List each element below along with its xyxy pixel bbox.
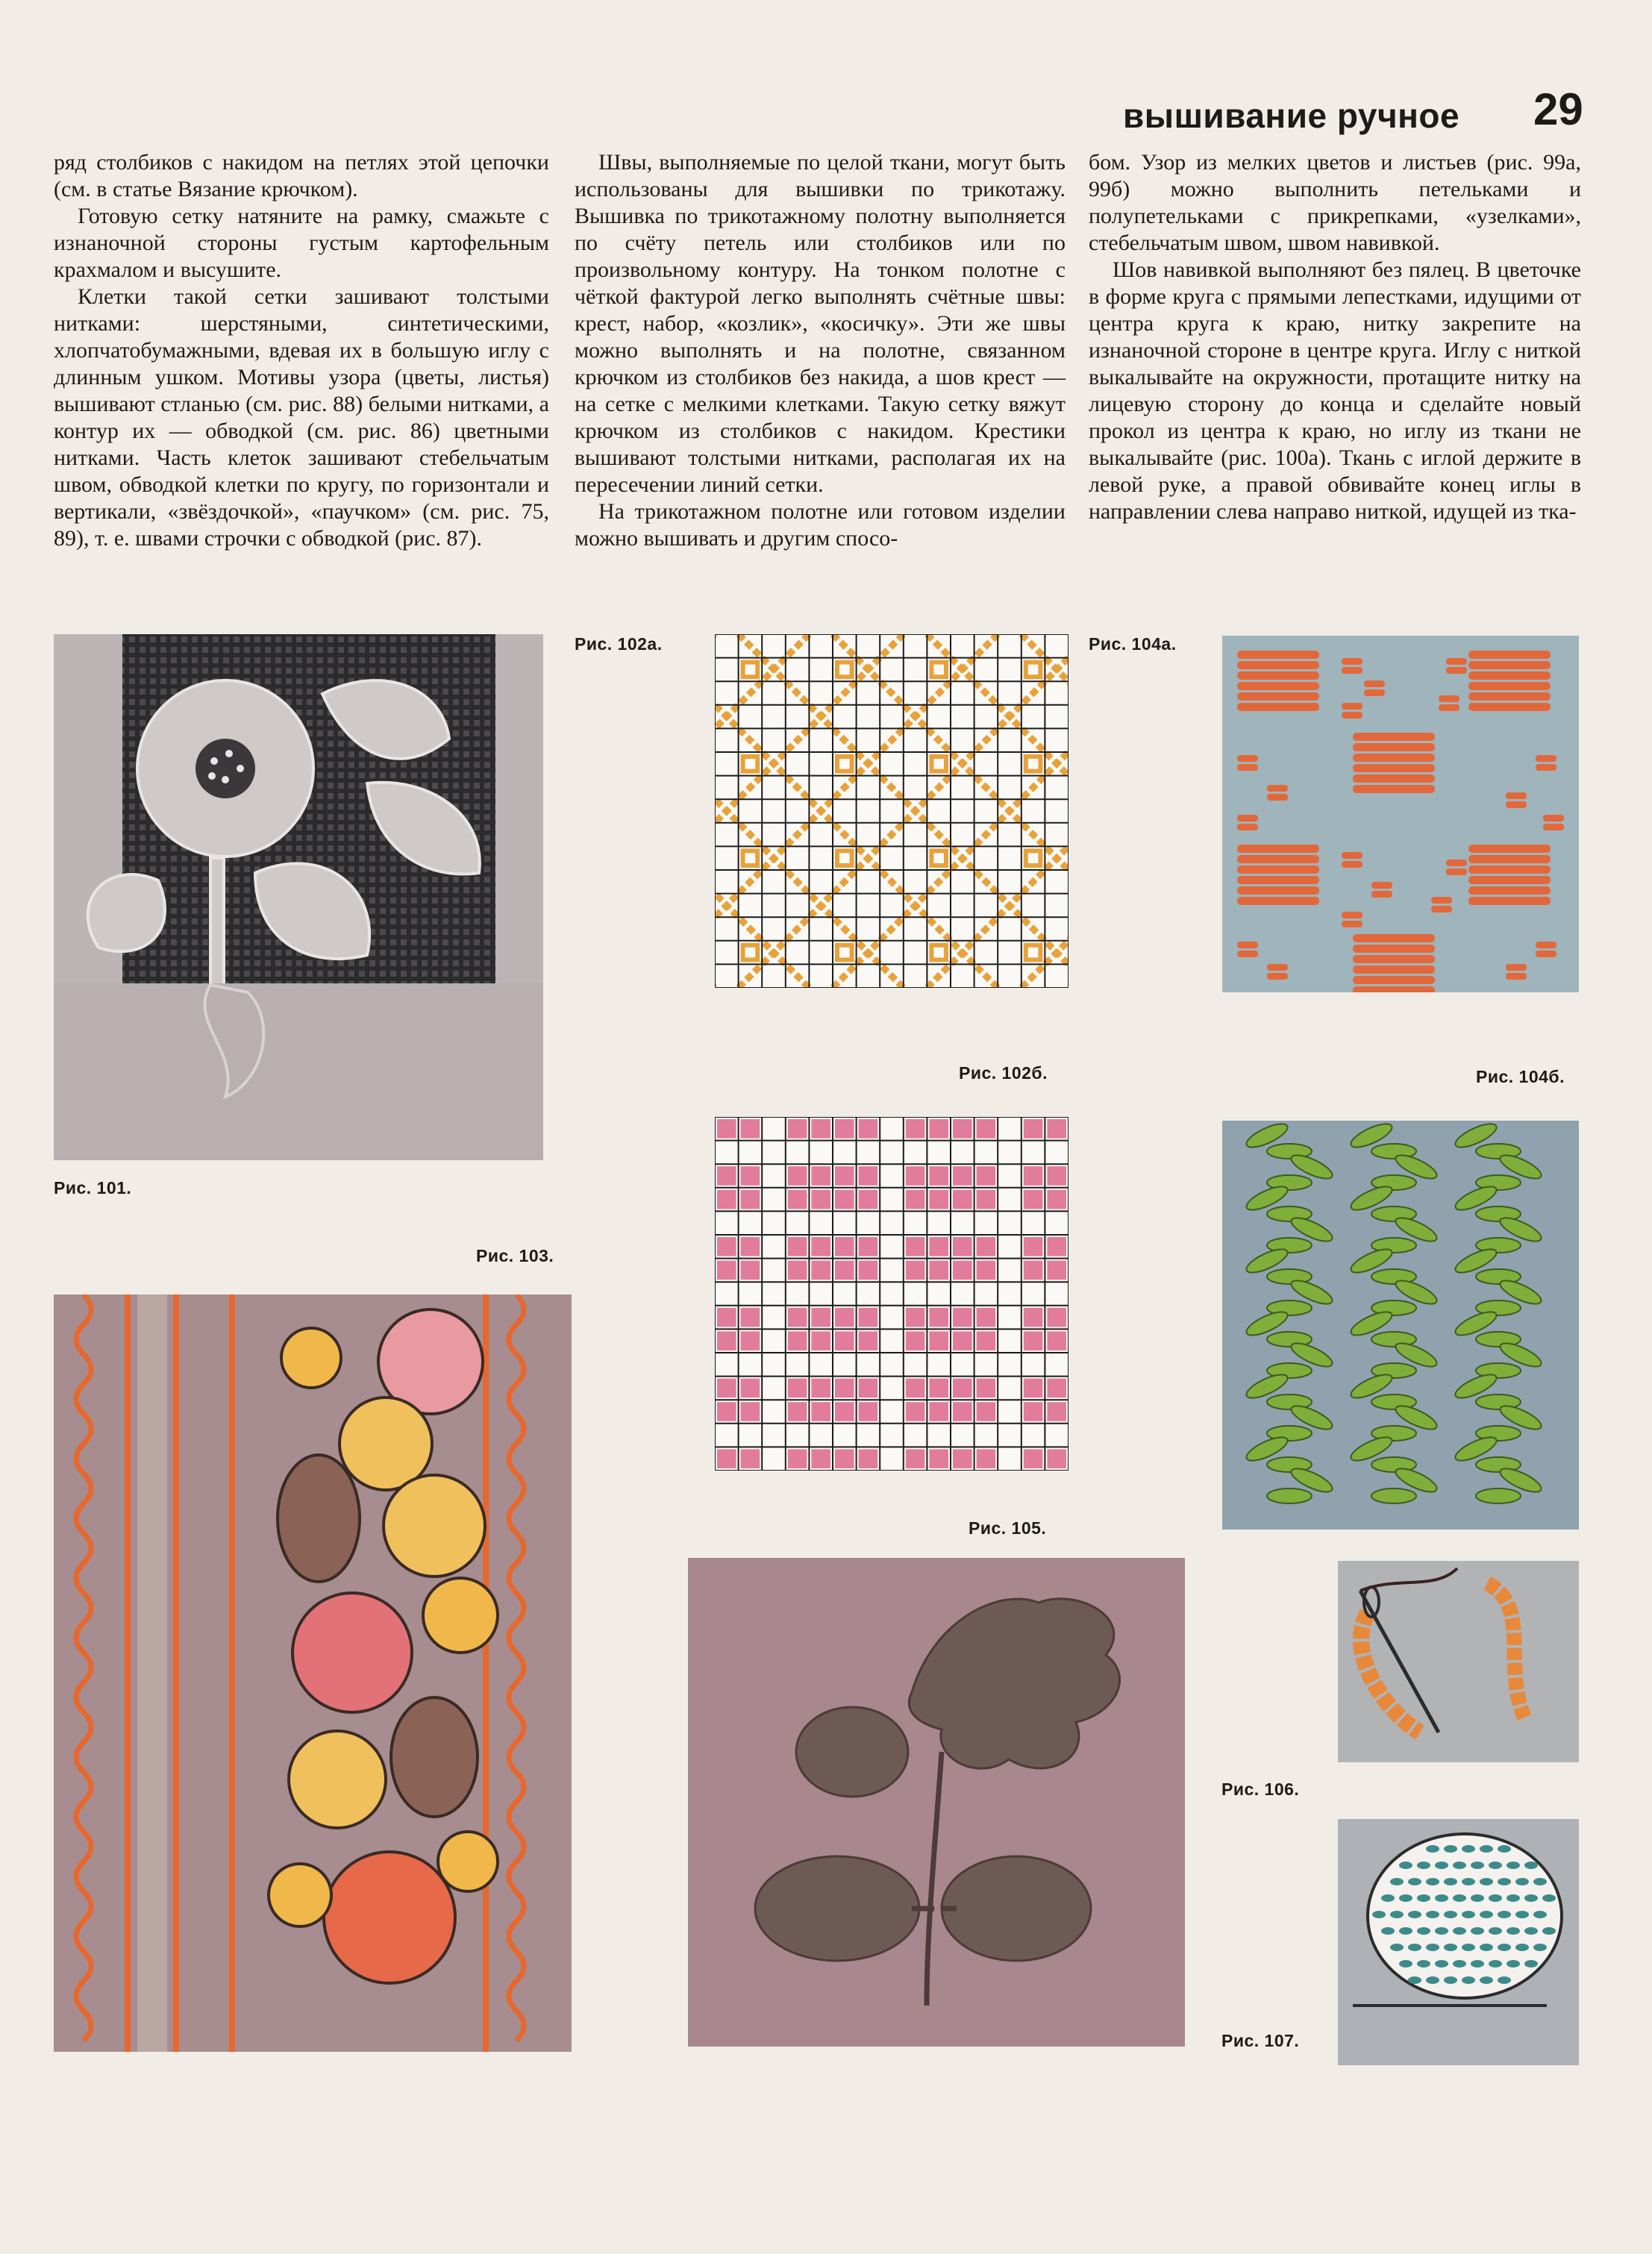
figure-102a-cross-stitch-grid (715, 634, 1069, 988)
leaf-and-berry-embroidery-photo (688, 1558, 1185, 2047)
figure-107-caption: Рис. 107. (1221, 2031, 1300, 2050)
section-title: вышивание ручное (1123, 96, 1460, 135)
paragraph: Шов навивкой выполняют без пялец. В цветочке в форме круга с прямыми лепестками, идущими от центра круга к краю, нитку закрепите на изнаночной стороне в центре круга. Иглу с ниткой выкалывайте на окружности, протащите нитку на лицевую сторону до конца и сделайте новый прокол из центра к краю, но иглу из ткани не выкалывайте (рис. 100а). Ткань с иглой держите в левой руке, а правой обвивайте конец иглы в направлении слева направо ниткой, идущей из тка- (1089, 257, 1581, 524)
figure-104a-caption: Рис. 104а. (1089, 634, 1177, 654)
paragraph: ряд столбиков с накидом на петлях этой цепочки (см. в статье Вязание крючком). (54, 150, 549, 201)
figure-106-caption: Рис. 106. (1221, 1779, 1300, 1799)
text-column-1 (54, 149, 549, 552)
figure-104b-caption: Рис. 104б. (1476, 1067, 1565, 1086)
paragraph: Клетки такой сетки зашивают толстыми нитками: шерстяными, синтетическими, хлопчатобумажными, вдевая их в большую иглу с длинным ушком. Мотивы узора (цветы, листья) вышивают стланью (см. рис. 88) белыми нитками, а контур их — обводкой (см. рис. 86) цветными нитками. Часть клеток зашивают стебельчатым швом, обводкой клетки по кругу, по горизонтали и вертикали, «звёздочкой», «паучком» (см. рис. 75, 89), т. е. швами строчки с обводкой (рис. 87). (54, 284, 549, 551)
figure-103-applique-border-photo (54, 1295, 572, 2052)
paragraph: бом. Узор из мелких цветов и листьев (рис. 99а, 99б) можно выполнить петельками и полупетельками с прикрепками, «узелками», стебельчатым швом, швом навивкой. (1089, 150, 1581, 255)
text-column-2 (575, 149, 1066, 552)
figure-102a-caption: Рис. 102а. (575, 634, 663, 654)
page-number: 29 (1533, 84, 1583, 134)
figure-101-caption: Рис. 101. (54, 1178, 132, 1198)
figure-105-caption: Рис. 105. (969, 1518, 1047, 1538)
figure-106-wrap-stitch-diagram (1338, 1561, 1579, 1762)
figure-101-filet-lace-photo (54, 634, 543, 1160)
paragraph: На трикотажном полотне или готовом изделии можно вышивать и другим спосо- (575, 499, 1066, 551)
figure-107-seed-stitch-diagram (1338, 1819, 1579, 2065)
figure-103-caption: Рис. 103. (476, 1246, 554, 1265)
figure-104b-zigzag-stitch-photo (1222, 1121, 1579, 1530)
text-column-3 (1089, 149, 1581, 525)
paragraph: Швы, выполняемые по целой ткани, могут быть использованы для вышивки по трикотажу. Вышивка по трикотажному полотну выполняется по счёту петель или столбиков или по произвольному контуру. На тонком полотне с чёткой фактурой легко выполнять счётные швы: крест, набор, «козлик», «косичку». Эти же швы можно выполнять и на полотне, связанном крючком из столбиков без накида, а шов крест — на сетке с мелкими клетками. Такую сетку вяжут крючком из столбиков с накидом. Крестики вышивают толстыми нитками, располагая их на пересечении линий сетки. (575, 150, 1066, 497)
paragraph: Готовую сетку натяните на рамку, смажьте с изнаночной стороны густым картофельным крахмалом и высушите. (54, 204, 549, 282)
figure-104a-satin-stitch-photo (1222, 636, 1579, 992)
figure-102b-caption: Рис. 102б. (959, 1063, 1048, 1083)
figure-105-star-stitch-grid (715, 1117, 1069, 1471)
